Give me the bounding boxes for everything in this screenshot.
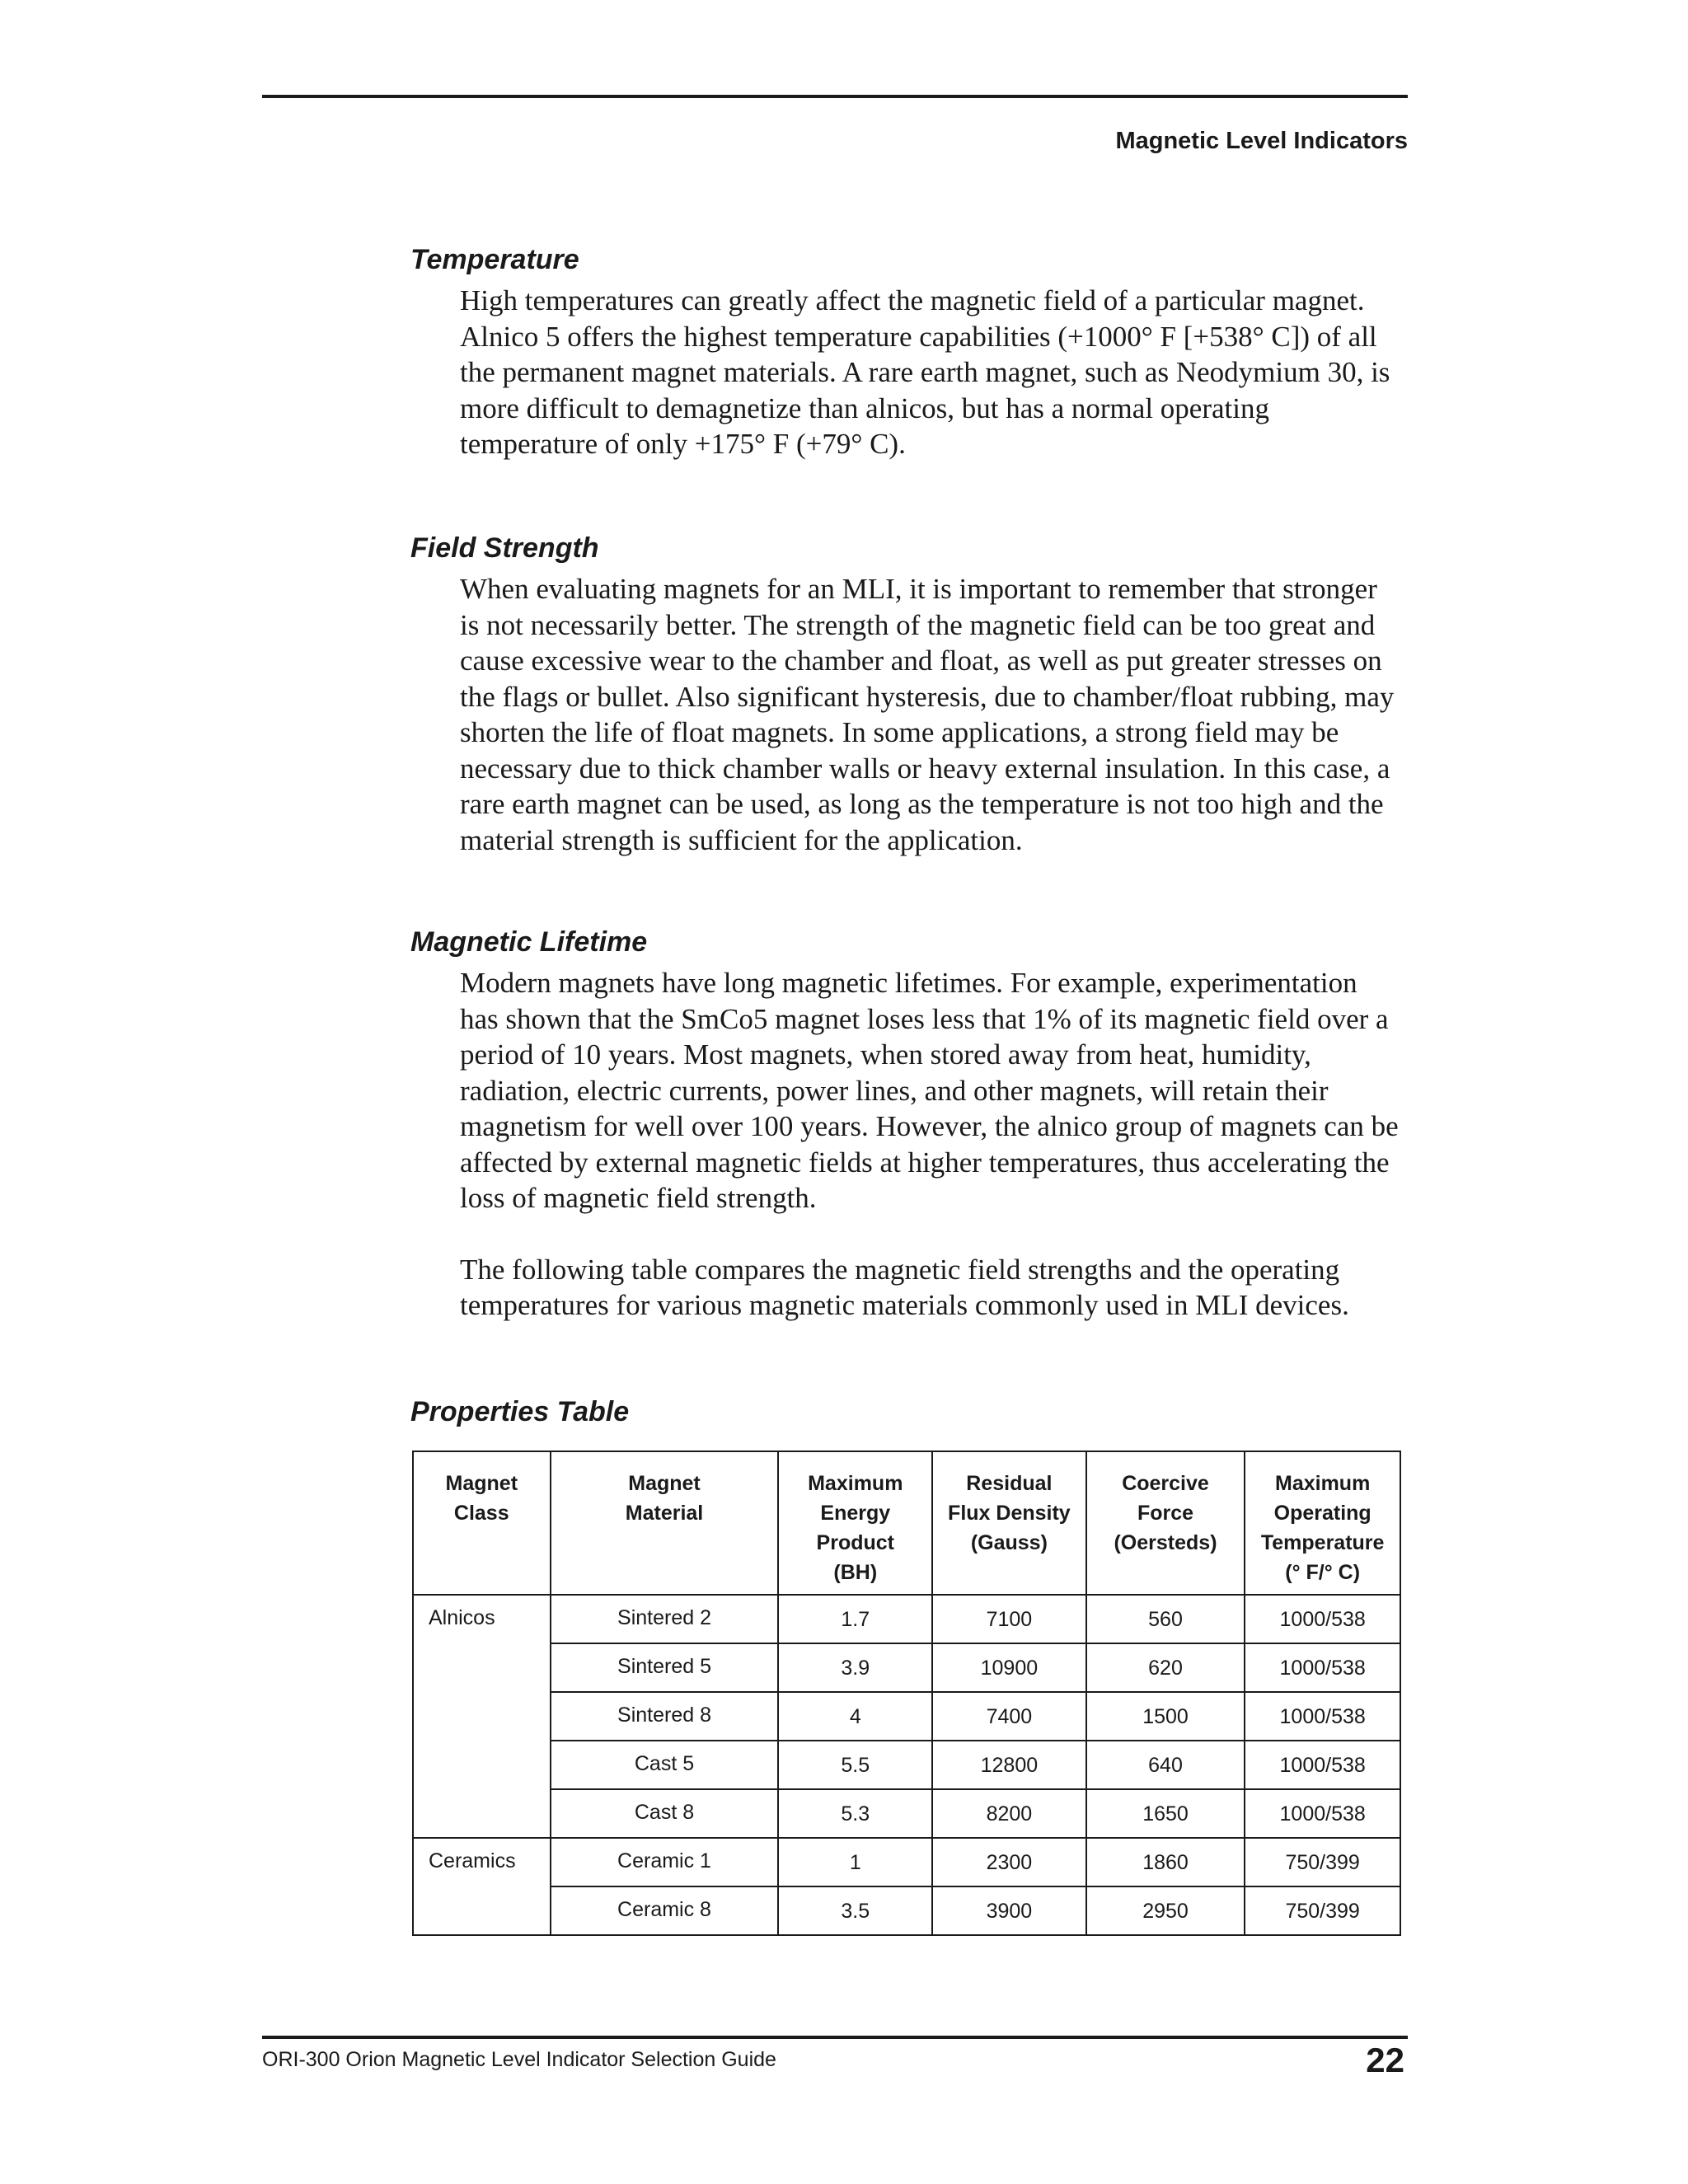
table-header-row — [413, 1451, 1400, 1595]
table-header-cell: Residual Flux Density (Gauss) — [932, 1451, 1086, 1595]
table-cell-temp: 1000/538 — [1245, 1692, 1400, 1741]
table-cell-oersteds: 640 — [1086, 1741, 1245, 1789]
table-cell-bh: 3.9 — [778, 1643, 932, 1692]
table-cell-oersteds: 2950 — [1086, 1886, 1245, 1935]
table-body — [413, 1595, 1400, 1935]
table-cell-temp: 1000/538 — [1245, 1741, 1400, 1789]
table-cell-oersteds: 1860 — [1086, 1838, 1245, 1886]
table-row — [413, 1741, 1400, 1789]
footer-doc-title: ORI-300 Orion Magnetic Level Indicator Selection Guide — [262, 2048, 776, 2071]
section-heading: Field Strength — [410, 532, 599, 564]
table-header-cell: Maximum Operating Temperature (° F/° C) — [1245, 1451, 1400, 1595]
table-header-cell: Coercive Force (Oersteds) — [1086, 1451, 1245, 1595]
table-cell-bh: 4 — [778, 1692, 932, 1741]
section-field-strength — [410, 532, 1416, 858]
table-cell-gauss: 10900 — [932, 1643, 1086, 1692]
table-cell-material: Sintered 2 — [551, 1595, 779, 1643]
table-cell-class — [413, 1692, 551, 1741]
table-cell-temp: 1000/538 — [1245, 1643, 1400, 1692]
table-cell-class — [413, 1643, 551, 1692]
table-cell-gauss: 3900 — [932, 1886, 1086, 1935]
page-number: 22 — [1366, 2041, 1404, 2079]
table-row — [413, 1886, 1400, 1935]
section-heading: Temperature — [410, 244, 579, 275]
section-magnetic-lifetime — [410, 926, 1416, 1324]
table-cell-material: Sintered 8 — [551, 1692, 779, 1741]
table-cell-oersteds: 620 — [1086, 1643, 1245, 1692]
table-cell-material: Ceramic 8 — [551, 1886, 779, 1935]
table-cell-oersteds: 1650 — [1086, 1789, 1245, 1838]
table-cell-gauss: 8200 — [932, 1789, 1086, 1838]
table-cell-temp: 750/399 — [1245, 1838, 1400, 1886]
footer-rule — [262, 2036, 1408, 2039]
table-cell-material: Sintered 5 — [551, 1643, 779, 1692]
table-cell-temp: 1000/538 — [1245, 1595, 1400, 1643]
section-paragraph: High temperatures can greatly affect the magnetic field of a particular magnet. Alnico 5 offers the highest temperature capabilities (+1000° F [+538° C]) of all the permanent magnet materials. A rare earth magnet, such as Neodymium 30, is more difficult to demagnetize than alnicos, but has a normal operating temperature of only +175° F (+79° C). — [460, 284, 1390, 460]
table-cell-class — [413, 1741, 551, 1789]
table-cell-material: Cast 8 — [551, 1789, 779, 1838]
table-cell-class: Alnicos — [413, 1595, 551, 1643]
table-cell-gauss: 2300 — [932, 1838, 1086, 1886]
table-row — [413, 1789, 1400, 1838]
table-cell-bh: 3.5 — [778, 1886, 932, 1935]
table-cell-material: Ceramic 1 — [551, 1838, 779, 1886]
section-temperature — [410, 243, 1416, 462]
table-cell-class: Ceramics — [413, 1838, 551, 1886]
table-header-cell: Magnet Class — [413, 1451, 551, 1595]
properties-table — [412, 1451, 1401, 1936]
table-cell-bh: 1.7 — [778, 1595, 932, 1643]
section-properties-table — [410, 1395, 1416, 1428]
table-cell-gauss: 12800 — [932, 1741, 1086, 1789]
table-cell-class — [413, 1886, 551, 1935]
section-heading: Magnetic Lifetime — [410, 926, 648, 958]
table-cell-bh: 1 — [778, 1838, 932, 1886]
table-cell-oersteds: 560 — [1086, 1595, 1245, 1643]
table-cell-temp: 750/399 — [1245, 1886, 1400, 1935]
table-cell-temp: 1000/538 — [1245, 1789, 1400, 1838]
table-cell-bh: 5.5 — [778, 1741, 932, 1789]
section-paragraph: Modern magnets have long magnetic lifetimes. For example, experimentation has shown that the SmCo5 magnet loses less that 1% of its magnetic field over a period of 10 years. Most magnets, when stored away from heat, humidity, radiation, electric currents, power lines, and other magnets, will retain their magnetism for well over 100 years. However, the alnico group of magnets can be affected by external magnetic fields at higher temperatures, thus accelerating the loss of magnetic field strength. — [460, 967, 1399, 1214]
table-row — [413, 1643, 1400, 1692]
table-cell-class — [413, 1789, 551, 1838]
running-header: Magnetic Level Indicators — [1115, 128, 1408, 154]
section-paragraph: When evaluating magnets for an MLI, it is important to remember that stronger is not necessarily better. The strength of the magnetic field can be too great and cause excessive wear to the chamber and float, as well as put greater stresses on the flags or bullet. Also significant hysteresis, due to chamber/float rubbing, may shorten the life of float magnets. In some applications, a strong field may be necessary due to thick chamber walls or heavy external insulation. In this case, a rare earth magnet can be used, as long as the temperature is not too high and the material strength is sufficient for the application. — [460, 573, 1395, 856]
table-row — [413, 1838, 1400, 1886]
table-row — [413, 1692, 1400, 1741]
table-cell-bh: 5.3 — [778, 1789, 932, 1838]
table-header-cell: Magnet Material — [551, 1451, 779, 1595]
table-cell-gauss: 7100 — [932, 1595, 1086, 1643]
table-cell-gauss: 7400 — [932, 1692, 1086, 1741]
table-header-cell: Maximum Energy Product (BH) — [778, 1451, 932, 1595]
table-row — [413, 1595, 1400, 1643]
table-cell-oersteds: 1500 — [1086, 1692, 1245, 1741]
table-cell-material: Cast 5 — [551, 1741, 779, 1789]
section-paragraph: The following table compares the magnetic field strengths and the operating temperatures for various magnetic materials commonly used in MLI devices. — [460, 1253, 1349, 1321]
section-heading: Properties Table — [410, 1396, 630, 1427]
header-rule — [262, 95, 1408, 98]
